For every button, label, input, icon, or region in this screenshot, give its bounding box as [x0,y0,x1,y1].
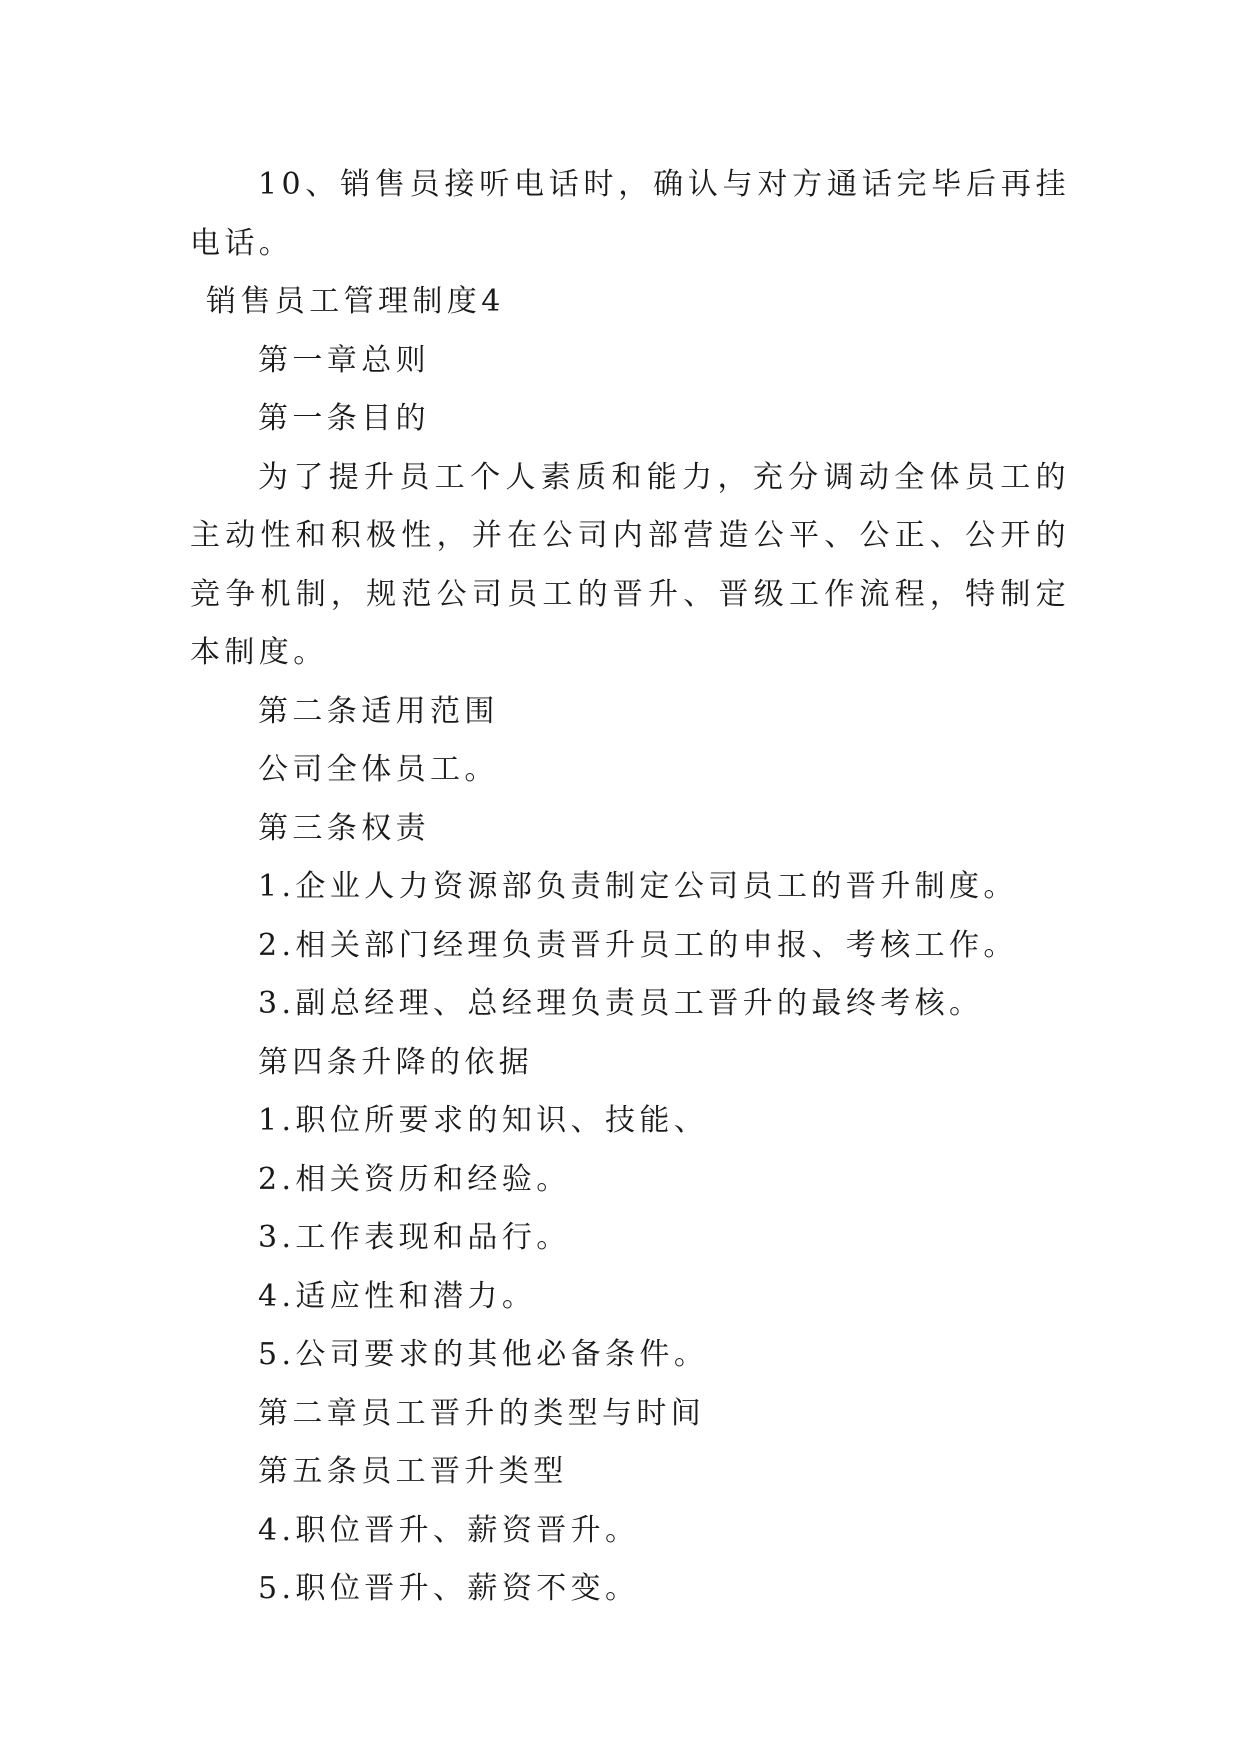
section-title: 销售员工管理制度4 [206,284,505,319]
list-item: 1.职位所要求的知识、技能、 [258,1103,709,1138]
list-item: 2.相关资历和经验。 [258,1161,571,1197]
article-heading-duties: 第三条权责 [258,810,430,846]
article-heading-promotion-types: 第五条员工晋升类型 [258,1454,568,1489]
list-item: 3.工作表现和品行。 [258,1220,571,1255]
document-body [190,156,1070,1619]
article-heading-basis: 第四条升降的依据 [258,1044,534,1080]
list-item: 5.公司要求的其他必备条件。 [258,1337,709,1372]
list-item: 2.相关部门经理负责晋升员工的申报、考核工作。 [258,927,1018,963]
list-item: 3.副总经理、总经理负责员工晋升的最终考核。 [258,986,984,1021]
paragraph-purpose: 为了提升员工个人素质和能力，充分调动全体员工的主动性和积极性，并在公司内部营造公平、公正、公开的竞争机制，规范公司员工的晋升、晋级工作流程，特制定本制度。 [190,459,1070,670]
chapter-heading-general: 第一章总则 [258,342,430,378]
article-heading-purpose: 第一条目的 [258,401,430,436]
list-item: 4.职位晋升、薪资晋升。 [258,1512,640,1548]
scope-text: 公司全体员工。 [258,752,499,787]
chapter-heading-promotion-types: 第二章员工晋升的类型与时间 [258,1395,706,1431]
list-item: 5.职位晋升、薪资不变。 [258,1571,640,1606]
list-item: 1.企业人力资源部负责制定公司员工的晋升制度。 [258,869,1018,904]
paragraph-call-etiquette: 10、销售员接听电话时，确认与对方通话完毕后再挂电话。 [190,167,1070,261]
list-item: 4.适应性和潜力。 [258,1278,537,1314]
article-heading-scope: 第二条适用范围 [258,693,499,729]
